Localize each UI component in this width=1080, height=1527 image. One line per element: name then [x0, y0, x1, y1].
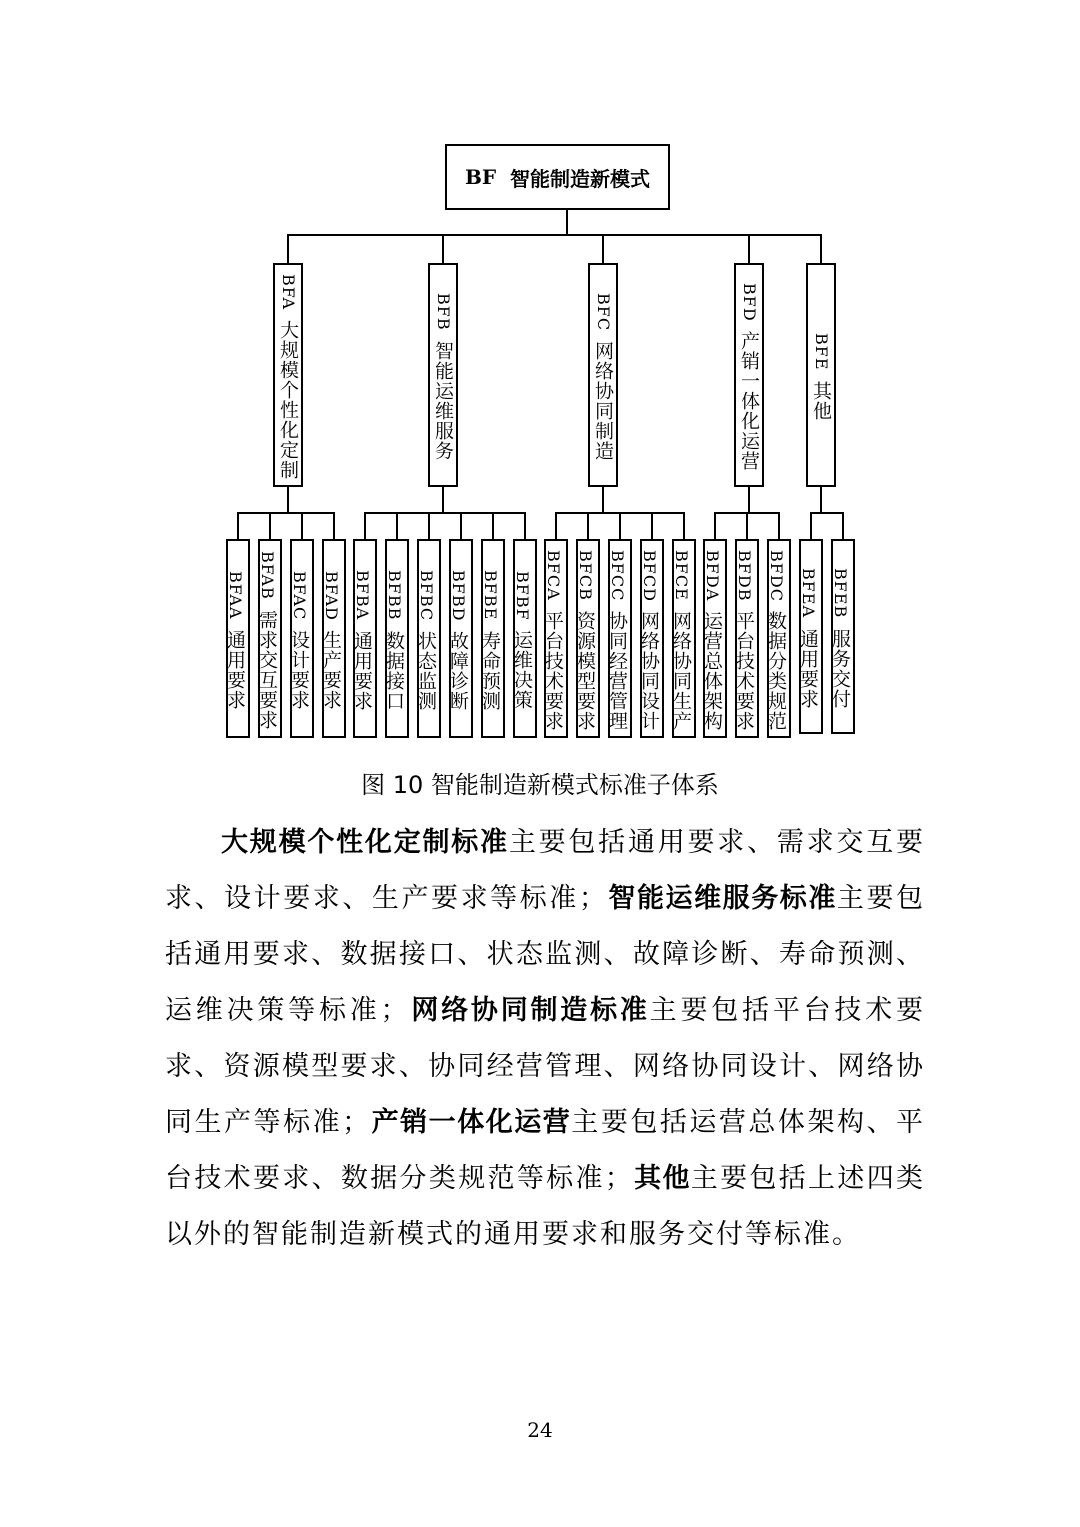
child-node-bfea	[799, 539, 823, 734]
child-label: 数据接口	[383, 630, 405, 711]
group-node-bfc	[588, 263, 618, 487]
child-node-bfda	[703, 539, 727, 738]
group-code: BFE	[812, 333, 831, 371]
child-label: 平台技术要求	[542, 610, 564, 731]
body-text: 主要包括通用要求、需求交互要求、设计要求、生产要求等标准；	[165, 827, 926, 914]
child-code: BFEB	[831, 568, 850, 619]
group-label: 智能运维服务	[432, 340, 454, 461]
child-node-bfcc	[608, 539, 632, 738]
child-code: BFAA	[226, 571, 245, 620]
root-label: 智能制造新模式	[510, 166, 651, 191]
child-label: 网络协同生产	[670, 610, 692, 731]
child-label: 协同经营管理	[606, 611, 628, 732]
group-label: 网络协同制造	[592, 341, 614, 462]
child-node-bfcd	[640, 539, 664, 738]
child-label: 状态监测	[415, 631, 437, 712]
group-label: 其他	[810, 380, 832, 421]
heading-text: 智能运维服务标准	[607, 883, 837, 914]
heading-text: 其他	[633, 1163, 691, 1194]
child-node-bfbd	[449, 539, 473, 738]
child-label: 需求交互要求	[256, 609, 278, 730]
child-node-bfce	[672, 539, 696, 738]
child-code: BFBE	[481, 570, 500, 621]
group-label: 产销一体化运营	[738, 331, 760, 472]
child-code: BFCE	[672, 550, 691, 601]
child-node-bfbe	[481, 539, 505, 738]
group-code: BFA	[279, 273, 298, 311]
child-code: BFCC	[608, 549, 627, 602]
child-node-bfab	[258, 539, 282, 738]
group-node-bfe	[806, 263, 836, 487]
child-label: 运维决策	[511, 630, 533, 711]
child-node-bfdc	[767, 539, 791, 738]
child-code: BFEA	[799, 568, 818, 619]
child-code: BFCD	[640, 549, 659, 602]
heading-text: 产销一体化运营	[371, 1107, 572, 1138]
child-label: 平台技术要求	[733, 611, 755, 732]
child-node-bfaa	[226, 539, 250, 738]
group-node-bfd	[734, 263, 764, 487]
child-node-bfbf	[513, 539, 537, 738]
child-code: BFBC	[417, 569, 436, 622]
child-label: 网络协同设计	[638, 611, 660, 732]
group-label: 大规模个性化定制	[277, 320, 299, 481]
group-node-bfb	[428, 263, 458, 487]
child-code: BFAD	[322, 570, 341, 621]
child-code: BFBF	[513, 570, 532, 621]
child-node-bfeb	[831, 539, 855, 734]
child-label: 通用要求	[351, 630, 373, 711]
child-node-bfad	[322, 539, 346, 738]
child-code: BFAC	[290, 570, 309, 621]
child-code: BFDB	[735, 549, 754, 602]
child-node-bfac	[290, 539, 314, 738]
child-code: BFCB	[576, 550, 595, 601]
child-label: 生产要求	[320, 630, 342, 711]
child-label: 寿命预测	[479, 630, 501, 711]
child-node-bfbb	[385, 539, 409, 738]
child-label: 数据分类规范	[765, 611, 787, 732]
child-label: 设计要求	[288, 630, 310, 711]
child-code: BFDA	[703, 549, 722, 602]
heading-text: 网络协同制造标准	[409, 995, 650, 1026]
child-code: BFCA	[544, 550, 563, 601]
child-label: 服务交付	[829, 628, 851, 709]
child-code: BFAB	[258, 551, 277, 600]
child-code: BFBA	[353, 570, 372, 621]
child-node-bfdb	[735, 539, 759, 738]
group-code: BFC	[594, 292, 613, 332]
child-node-bfbc	[417, 539, 441, 738]
body-paragraph	[165, 815, 925, 1263]
child-code: BFDC	[767, 549, 786, 602]
child-node-bfcb	[576, 539, 600, 738]
body-text: 主要包括上述四类以外的智能制造新模式的通用要求和服务交付等标准。	[165, 1163, 926, 1250]
child-label: 通用要求	[797, 628, 819, 709]
heading-text: 大规模个性化定制标准	[221, 827, 509, 858]
group-node-bfa	[273, 263, 303, 487]
child-node-bfca	[544, 539, 568, 738]
page-number: 24	[527, 1418, 553, 1442]
child-label: 通用要求	[224, 629, 246, 710]
group-code: BFB	[434, 293, 453, 331]
figure-caption: 图 10 智能制造新模式标准子体系	[361, 771, 719, 799]
child-code: BFBD	[449, 569, 468, 622]
group-code: BFD	[740, 282, 759, 322]
child-label: 故障诊断	[447, 631, 469, 712]
body-text: 主要包括运营总体架构、平台技术要求、数据分类规范等标准；	[165, 1107, 926, 1194]
root-node	[445, 144, 670, 210]
child-code: BFBB	[385, 570, 404, 621]
body-text: 主要包括平台技术要求、资源模型要求、协同经营管理、网络协同设计、网络协同生产等标准；	[165, 995, 926, 1138]
body-text: 主要包括通用要求、数据接口、状态监测、故障诊断、寿命预测、运维决策等标准；	[165, 883, 926, 1026]
child-label: 运营总体架构	[701, 611, 723, 732]
child-label: 资源模型要求	[574, 610, 596, 731]
root-code: BF	[464, 165, 497, 189]
child-node-bfba	[353, 539, 377, 738]
